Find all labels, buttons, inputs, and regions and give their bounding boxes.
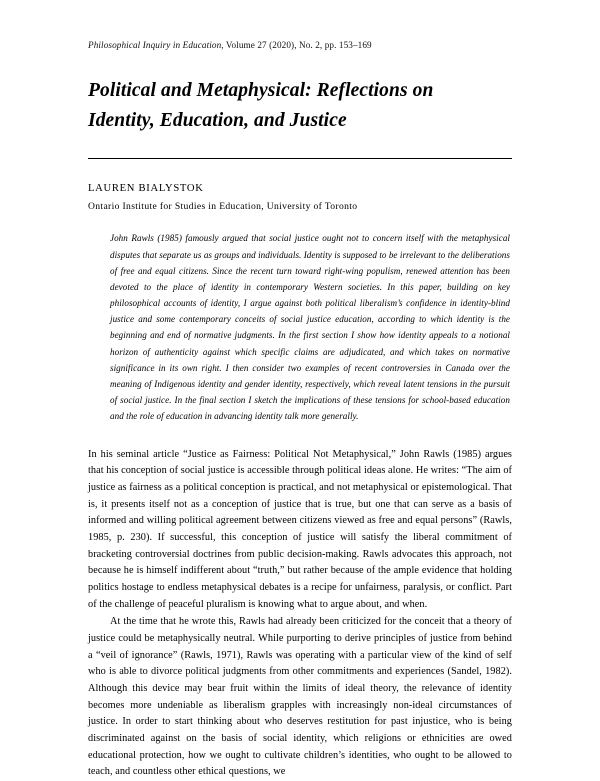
journal-issue-info: , Volume 27 (2020), No. 2, pp. 153–169 xyxy=(221,40,372,50)
title-divider xyxy=(88,158,512,159)
author-name: LAUREN BIALYSTOK xyxy=(88,183,204,195)
author-affiliation: Ontario Institute for Studies in Education, University of Toronto xyxy=(88,201,358,213)
body-paragraph-2: At the time that he wrote this, Rawls had already been criticized for the conceit that a theory of justice could be metaphysically neutral. While purporting to derive principles of justice from behind a “veil of ignorance” (Rawls, 1971), Rawls was operating with a particular view of the kind of self who is able to divorce political judgments from other commitments and experiences (Sandel, 1982). Although this device may bear fruit within the limits of ideal theory, the relevance of identity becomes more undeniable as liberalism grapples with increasingly non-ideal circumstances of justice. In order to start thinking about who deserves restitution for past injustice, who is being discriminated against on the basis of social identity, which religions or ethnicities are owed educational protection, how we ought to cultivate children’s identities, who ought to be allowed to teach, and countless other ethical questions, we xyxy=(88,616,512,778)
title-line-2: Identity, Education, and Justice xyxy=(88,110,347,132)
abstract-text: John Rawls (1985) famously argued that social justice ought not to concern itself with the metaphysical disputes that separate us as groups and individuals. Identity is supposed to be irrelevant to the deliberations of free and equal citizens. Since the recent turn toward right-wing populism, renewed attention has been devoted to the place of identity in contemporary Western societies. In this paper, building on key philosophical accounts of identity, I argue against both political liberalism’s confidence in identity-blind justice and some contemporary conceits of social justice education, according to which identity is the beginning and end of normative judgments. In the first section I show how identity appeals to a notional horizon of authenticity against which specific claims are adjudicated, and which takes on normative significance in its own right. I then consider two examples of recent controversies in Canada over the meaning of Indigenous identity and gender identity, respectively, which reveal latent tensions in the pursuit of social justice. In the final section I sketch the implications of these tensions for school-based education and the role of education in advancing identity talk more generally. xyxy=(110,233,510,422)
page-title xyxy=(88,76,512,136)
body-paragraph-1: In his seminal article “Justice as Fairness: Political Not Metaphysical,” John Rawls (1985) argues that his conception of social justice is accessible through political ideas alone. He writes: “The aim of justice as fairness as a political conception is practical, and not metaphysical or epistemological. That is, it presents itself not as a conception of justice that is true, but one that can serve as a basis of informed and willing political agreement between citizens viewed as free and equal persons” (Rawls, 1985, p. 230). If successful, this conception of justice will satisfy the liberal commitment of bracketing controversial doctrines from public decision-making. Rawls advocates this approach, not because he is himself indifferent about “truth,” but rather because of the ample evidence that holding politics hostage to endless metaphysical debates is a recipe for unfairness, paralysis, or conflict. Part of the challenge of peaceful pluralism is knowing what to argue about, and when. xyxy=(88,448,512,610)
journal-citation-line xyxy=(88,40,512,50)
journal-name: Philosophical Inquiry in Education xyxy=(88,40,222,50)
title-line-1: Political and Metaphysical: Reflections on xyxy=(88,80,434,101)
